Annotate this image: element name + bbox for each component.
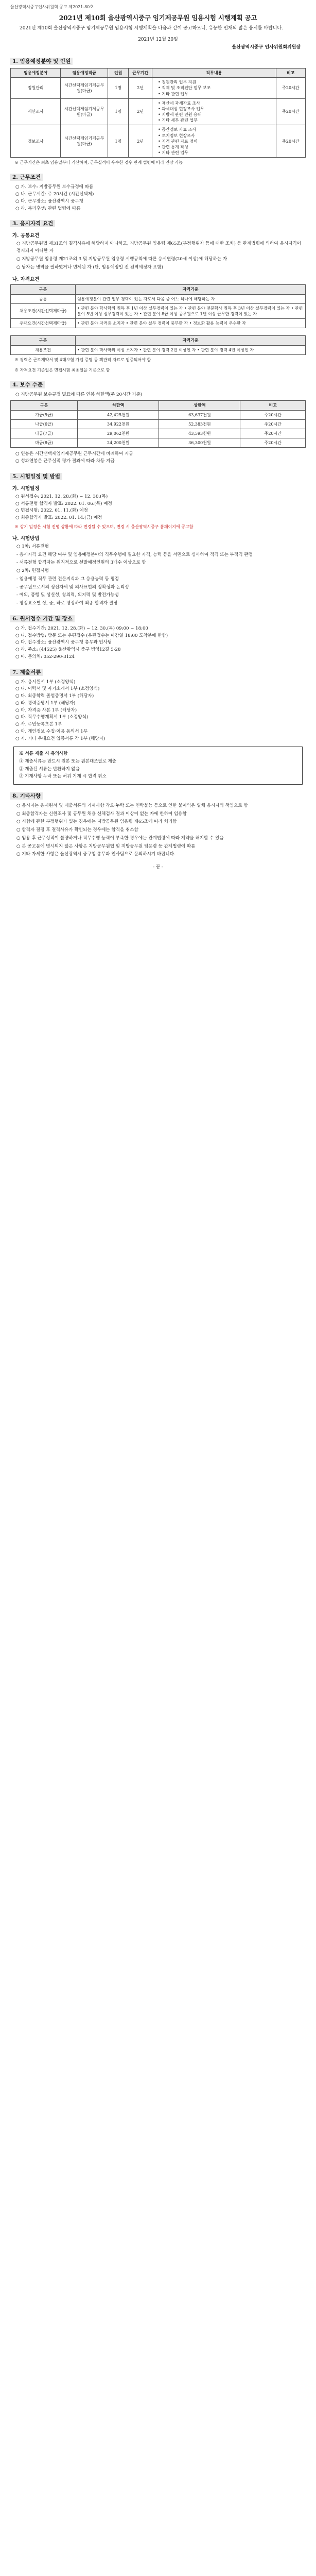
intro-text: 2021년 제10회 울산광역시중구 임기제공무원 임용시험 시행계획을 다음과 같이 공고하오니, 유능한 인재의 많은 응시를 바랍니다. [20,26,283,31]
method-item: - 임용예정 직무 관련 전문지식과 그 응용능력 등 평정 [16,576,119,582]
document-item: ○ 마. 자격증 사본 1부 (해당자) [15,707,77,713]
list-item: ○ 지방공무원법 제31조의 결격사유에 해당하지 아니하고, 지방공무원 임용령 제65조(부정행위자 등에 대한 조치) 등 관계법령에 의하여 응시자격이 정지되지 아니한 자 [16,241,301,254]
method-item: - 예의, 품행 및 성실성, 창의력, 의지력 및 발전가능성 [16,592,119,598]
section-2-heading: 2. 근무조건 [10,173,306,181]
table-row: 우대요건(시간선택제마급) • 관련 분야 자격증 소지자 • 관련 분야 실무 경력이 풍부한 자 • 정보화 활용 능력이 우수한 자 [11,319,306,328]
method-item: - 평정요소별 상, 중, 하로 평정하여 최종 합격자 결정 [16,601,118,606]
document-item: ○ 다. 최종학력 졸업증명서 1부 (해당자) [15,693,94,699]
section-4-heading: 4. 보수 수준 [10,381,306,388]
subsection-heading: 나. 시험방법 [12,535,40,541]
misc-item: ○ 시험에 관한 부정행위가 있는 경우에는 지방공무원 임용령 제65조에 따라 처리함 [16,819,177,825]
application-item: ○ 라. 주소: (44525) 울산광역시 중구 병영12길 5-28 [15,647,121,653]
schedule-item: ○ 최종합격자 발표: 2022. 01. 14.(금) 예정 [15,515,102,521]
table-row: 채용조건 • 관련 분야 학사학위 이상 소지자 • 관련 분야 경력 2년 이상인 자 • 관련 분야 경력 4년 이상인 자 [11,345,306,354]
subsection-heading: 가. 시험일정 [12,485,40,492]
table-row: 정원관리 시간선택제임기제공무원(마급) 1명 2년 • 정원관리 업무 지원 • 직제 및 조직진단 업무 보조 • 기타 관련 업무 주20시간 [11,78,306,99]
qualification-table-2 [10,335,306,354]
method-item: - 응시자격 요건 해당 여부 및 임용예정분야의 직무수행에 필요한 자격, 능력 등을 서면으로 심사하여 적격 또는 부적격 판정 [16,552,253,557]
positions-table [10,68,306,158]
application-item: ○ 다. 접수장소: 울산광역시 중구청 총무과 인사팀 [15,640,112,646]
list-item: ○ 가. 보수: 지방공무원 보수규정에 따름 [15,184,94,190]
col-header: 구분 [11,401,78,410]
schedule-note: ※ 상기 일정은 시험 진행 상황에 따라 변경될 수 있으며, 변경 시 울산광역시중구 홈페이지에 공고함 [14,524,194,529]
col-header: 하한액 [78,401,159,410]
col-header: 구분 [11,336,76,345]
section-1-heading: 1. 임용예정분야 및 인원 [10,57,306,65]
col-header: 상한액 [159,401,240,410]
method-item: ○ 1차: 서류전형 [16,544,49,549]
subsection-heading: 나. 자격요건 [12,277,40,283]
issuer: 울산광역시중구 인사위원회위원장 [232,44,301,50]
notice-number: 울산광역시중구인사위원회 공고 제2021-80호 [10,5,94,9]
schedule-item: ○ 서류전형 합격자 발표: 2022. 01. 06.(목) 예정 [15,501,112,506]
misc-item: ○ 최종합격자는 신원조사 및 공무원 채용 신체검사 결과 이상이 없는 자에 한하여 임용함 [16,811,187,817]
list-item: ○ 다. 근무장소: 울산광역시 중구청 [15,198,83,204]
list-item: ○ 나. 근무시간: 주 20시간 (시간선택제) [15,192,94,197]
section-1-note: ※ 근무기간은 최초 임용일부터 기산하며, 근무실적이 우수한 경우 관계 법령에 따라 연장 가능 [14,160,183,165]
col-header: 비고 [240,401,306,410]
misc-item: ○ 응시자는 응시원서 및 제출서류의 기재사항 착오·누락 또는 연락불능 등으로 인한 불이익은 일체 응시자의 책임으로 함 [16,803,248,808]
qualification-note: ※ 자격요건 기준일은 면접시험 최종일을 기준으로 함 [14,367,110,372]
document-item: ○ 아. 개인정보 수집·이용 동의서 1부 [15,728,88,734]
section-5-heading: 5. 시험일정 및 방법 [10,472,306,480]
document-item: ○ 가. 응시원서 1부 (소정양식) [15,679,76,685]
section-3-heading: 3. 응시자격 요건 [10,219,306,227]
caution-line: ② 제출된 서류는 반환하지 않음 [19,766,80,772]
application-item: ○ 나. 접수방법: 방문 또는 우편접수 (우편접수는 마감일 18:00 도착분에 한함) [15,633,168,638]
table-row: 다급(7급) 29,062천원 43,593천원 주20시간 [11,429,306,438]
misc-item: ○ 합격자 결정 후 결격사유가 확인되는 경우에는 합격을 취소함 [16,827,138,833]
end-marker: - 끝 - [153,865,163,870]
caution-line: ① 제출서류는 반드시 원본 또는 원본대조필로 제출 [19,758,116,764]
section-8-heading: 8. 기타사항 [10,792,306,800]
col-header: 직무내용 [152,68,276,77]
table-row: 채용조건(시간선택제마급) • 관련 분야 학사학위 취득 후 1년 이상 실무경력이 있는 자 • 관련 분야 전문학사 취득 후 3년 이상 실무경력이 있는 자 • 관련 분야 5년 이상 실무경력이 있는 자 • 관련 분야 8급 이상 공무원으로 1년 이상 근무한 경력이 있는 자 [11,303,306,318]
list-item: ○ 라. 복리후생: 관련 법령에 따름 [15,206,81,211]
notice-page [10,0,306,870]
method-item: - 공무원으로서의 정신자세 및 의사표현의 정확성과 논리성 [16,584,129,590]
section-7-heading: 7. 제출서류 [10,668,306,676]
caution-box [13,747,303,784]
section-6-heading: 6. 원서접수 기간 및 장소 [10,615,306,622]
list-item: ○ 남자는 병역을 필하였거나 면제된 자 (단, 임용예정일 전 전역예정자 포함) [16,264,163,270]
table-row: 정보조사 시간선택제임기제공무원(마급) 1명 2년 • 공간정보 자료 조사 • 토지정보 현장조사 • 지적 관련 자료 정비 • 관련 통계 작성 • 기타 관련 업무 주20시간 [11,125,306,158]
salary-intro: ○ 지방공무원 보수규정 별표에 따른 연봉 하한액(주 20시간 기준) [15,392,143,397]
caution-title: ※ 서류 제출 시 유의사항 [19,751,68,757]
salary-table [10,400,306,448]
document-item: ○ 바. 직무수행계획서 1부 (소정양식) [15,715,89,720]
col-header: 비고 [276,68,305,77]
application-item: ○ 가. 접수기간: 2021. 12. 28.(화) ~ 12. 30.(목) 09:00 ~ 18:00 [15,625,148,631]
misc-item: ○ 기타 자세한 사항은 울산광역시 중구청 총무과 인사팀으로 문의하시기 바랍니다. [16,852,175,857]
col-header: 구분 [11,285,76,294]
document-item: ○ 나. 이력서 및 자기소개서 1부 (소정양식) [15,686,100,692]
subsection-heading: 가. 공통요건 [12,233,40,239]
list-item: ○ 지방공무원 임용령 제21조의 3 및 지방공무원 임용령 시행규칙에 따른 응시연령(20세 이상)에 해당하는 자 [16,256,227,262]
schedule-item: ○ 면접시험: 2022. 01. 11.(화) 예정 [15,508,88,514]
document-title: 2021년 제10회 울산광역시중구 임기제공무원 임용시험 시행계획 공고 [59,14,257,22]
misc-item: ○ 본 공고문에 명시되지 않은 사항은 지방공무원법 및 지방공무원 임용령 등 관계법령에 따름 [16,843,196,849]
method-item: ○ 2차: 면접시험 [16,568,49,574]
document-item: ○ 사. 주민등록초본 1부 [15,722,62,727]
col-header: 근무기간 [129,68,152,77]
col-header: 자격기준 [76,285,306,294]
salary-note: ○ 연봉은 시간선택제임기제공무원 근무시간에 비례하여 지급 [15,451,133,457]
caution-line: ③ 기재사항 누락 또는 허위 기재 시 합격 취소 [19,774,107,779]
table-row: 공통 임용예정분야 관련 업무 경력이 있는 자로서 다음 중 어느 하나에 해당하는 자 [11,294,306,303]
col-header: 임용예정분야 [11,68,61,77]
schedule-item: ○ 원서접수: 2021. 12. 28.(화) ~ 12. 30.(목) [15,494,108,499]
salary-note: ○ 성과연봉은 근무실적 평가 결과에 따라 차등 지급 [15,459,115,464]
table-row: 나급(6급) 34,922천원 52,383천원 주20시간 [11,419,306,429]
table-row: 가급(5급) 42,425천원 63,637천원 주20시간 [11,410,306,419]
col-header: 자격기준 [76,336,306,345]
method-item: - 서류전형 합격자는 원칙적으로 선발예정인원의 3배수 이상으로 함 [16,560,146,566]
qualification-table [10,284,306,328]
document-item: ○ 자. 기타 우대요건 입증서류 각 1부 (해당자) [15,736,106,741]
notice-date: 2021년 12월 20일 [138,37,178,42]
document-item: ○ 라. 경력증명서 1부 (해당자) [15,700,76,706]
qualification-note: ※ 경력은 근로계약서 및 4대보험 가입 증명 등 객관적 자료로 입증되어야 함 [14,357,151,362]
table-row: 마급(8급) 24,200천원 36,300천원 주20시간 [11,438,306,448]
application-item: ○ 마. 문의처: 052-290-3124 [15,654,75,659]
col-header: 임용예정직급 [61,68,108,77]
col-header: 인원 [108,68,129,77]
table-row: 재산조사 시간선택제임기제공무원(마급) 1명 2년 • 재산세 과세자료 조사 • 과세대상 현장조사 업무 • 지방세 관련 민원 응대 • 기타 세무 관련 업무 주20시간 [11,98,306,125]
misc-item: ○ 임용 후 근무성적이 불량하거나 직무수행 능력이 부족한 경우에는 관계법령에 따라 계약을 해지할 수 있음 [16,835,224,841]
